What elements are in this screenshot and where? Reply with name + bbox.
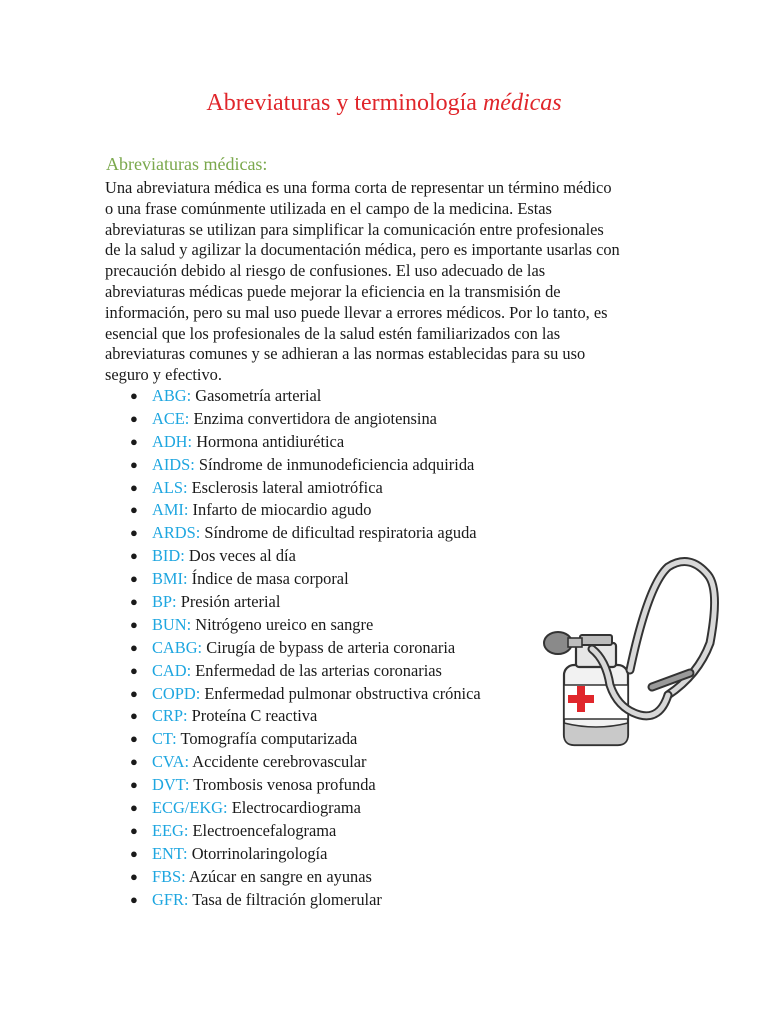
list-item — [130, 797, 481, 820]
list-item — [130, 568, 481, 591]
intro-line: abreviaturas médicas puede mejorar la eficiencia en la transmisión de — [105, 281, 561, 301]
bullet-dot-icon: ● — [130, 800, 138, 816]
bullet-dot-icon: ● — [130, 685, 138, 701]
list-item — [130, 431, 481, 454]
abbreviation-code: CABG: — [152, 637, 203, 657]
bullet-dot-icon: ● — [130, 548, 138, 564]
bullet-dot-icon: ● — [130, 571, 138, 587]
abbreviation-meaning: Enfermedad de las arterias coronarias — [195, 660, 442, 680]
abbreviation-list — [130, 385, 481, 911]
intro-line: esencial que los profesionales de la salud estén familiarizados con las — [105, 323, 561, 343]
abbreviation-meaning: Tomografía computarizada — [180, 729, 358, 749]
abbreviation-code: AMI: — [152, 500, 189, 520]
abbreviation-code: FBS: — [152, 866, 186, 886]
abbreviation-meaning: Síndrome de dificultad respiratoria aguda — [204, 523, 477, 543]
abbreviation-meaning: Electroencefalograma — [192, 820, 337, 840]
list-item — [130, 660, 481, 683]
abbreviation-code: ADH: — [152, 431, 193, 451]
abbreviation-code: ECG/EKG: — [152, 798, 228, 818]
list-item — [130, 820, 481, 843]
intro-line: precaución debido al riesgo de confusiones. El uso adecuado de las — [105, 261, 546, 281]
abbreviation-code: BID: — [152, 546, 185, 566]
bullet-dot-icon: ● — [130, 662, 138, 678]
bullet-dot-icon: ● — [130, 410, 138, 426]
list-item — [130, 774, 481, 797]
bullet-dot-icon: ● — [130, 525, 138, 541]
bullet-dot-icon: ● — [130, 822, 138, 838]
abbreviation-meaning: Presión arterial — [180, 592, 281, 612]
intro-line: seguro y efectivo. — [105, 365, 222, 385]
bullet-dot-icon: ● — [130, 708, 138, 724]
abbreviation-code: CRP: — [152, 706, 188, 726]
bullet-dot-icon: ● — [130, 456, 138, 472]
abbreviation-meaning: Síndrome de inmunodeficiencia adquirida — [198, 454, 475, 474]
list-item — [130, 866, 481, 889]
title-italic: médicas — [482, 90, 562, 116]
list-item — [130, 591, 481, 614]
abbreviation-code: BP: — [152, 592, 177, 612]
list-item — [130, 499, 481, 522]
abbreviation-meaning: Índice de masa corporal — [191, 569, 349, 589]
list-item — [130, 751, 481, 774]
abbreviation-meaning: Tasa de filtración glomerular — [192, 889, 382, 909]
intro-line: de la salud y agilizar la documentación médica, pero es importante usarlas con — [105, 240, 620, 260]
list-item — [130, 545, 481, 568]
list-item — [130, 454, 481, 477]
page-title — [0, 90, 768, 117]
bullet-dot-icon: ● — [130, 754, 138, 770]
list-item — [130, 637, 481, 660]
title-main: Abreviaturas y terminología — [206, 90, 483, 116]
bullet-dot-icon: ● — [130, 479, 138, 495]
abbreviation-code: ABG: — [152, 386, 192, 405]
abbreviation-meaning: Enfermedad pulmonar obstructiva crónica — [204, 683, 481, 703]
list-item — [130, 522, 481, 545]
abbreviation-meaning: Gasometría arterial — [195, 386, 322, 405]
abbreviation-code: CT: — [152, 729, 177, 749]
abbreviation-meaning: Hormona antidiurética — [196, 431, 345, 451]
bullet-dot-icon: ● — [130, 594, 138, 610]
bullet-dot-icon: ● — [130, 388, 138, 403]
abbreviation-meaning: Trombosis venosa profunda — [193, 775, 376, 795]
intro-line: abreviaturas se utilizan para simplificar la comunicación entre profesionales — [105, 219, 604, 239]
intro-line: información, pero su mal uso puede llevar a errores médicos. Por lo tanto, es — [105, 302, 608, 322]
abbreviation-meaning: Accidente cerebrovascular — [192, 752, 367, 772]
bullet-dot-icon: ● — [130, 777, 138, 793]
list-item — [130, 889, 481, 912]
abbreviation-code: BUN: — [152, 614, 192, 634]
bullet-dot-icon: ● — [130, 731, 138, 747]
abbreviation-code: BMI: — [152, 569, 188, 589]
abbreviation-meaning: Azúcar en sangre en ayunas — [188, 866, 372, 886]
abbreviation-meaning: Dos veces al día — [188, 546, 296, 566]
abbreviation-code: ACE: — [152, 408, 190, 428]
bullet-dot-icon: ● — [130, 502, 138, 518]
list-item — [130, 408, 481, 431]
list-item — [130, 843, 481, 866]
list-item — [130, 705, 481, 728]
list-item — [130, 477, 481, 500]
bullet-dot-icon: ● — [130, 845, 138, 861]
abbreviation-code: COPD: — [152, 683, 201, 703]
abbreviation-code: EEG: — [152, 820, 189, 840]
abbreviation-meaning: Electrocardiograma — [231, 798, 361, 818]
abbreviation-meaning: Enzima convertidora de angiotensina — [193, 408, 437, 428]
abbreviation-meaning: Nitrógeno ureico en sangre — [195, 614, 374, 634]
bullet-dot-icon: ● — [130, 891, 138, 907]
intro-paragraph — [105, 178, 665, 386]
list-item — [130, 385, 481, 408]
abbreviation-code: ENT: — [152, 843, 188, 863]
intro-line: Una abreviatura médica es una forma corta de representar un término médico — [105, 178, 612, 197]
bullet-dot-icon: ● — [130, 639, 138, 655]
abbreviation-code: DVT: — [152, 775, 190, 795]
bullet-dot-icon: ● — [130, 616, 138, 632]
list-item — [130, 614, 481, 637]
intro-line: o una frase comúnmente utilizada en el campo de la medicina. Estas — [105, 198, 552, 218]
abbreviation-code: ARDS: — [152, 523, 201, 543]
abbreviation-code: ALS: — [152, 477, 188, 497]
abbreviation-code: GFR: — [152, 889, 189, 909]
section-heading: Abreviaturas médicas: — [106, 154, 268, 174]
intro-line: abreviaturas comunes y se adhieran a las normas establecidas para su uso — [105, 344, 586, 364]
bullet-dot-icon: ● — [130, 868, 138, 884]
abbreviation-meaning: Otorrinolaringología — [191, 843, 328, 863]
bullet-dot-icon: ● — [130, 433, 138, 449]
abbreviation-meaning: Infarto de miocardio agudo — [192, 500, 372, 520]
abbreviation-meaning: Esclerosis lateral amiotrófica — [191, 477, 383, 497]
abbreviation-meaning: Cirugía de bypass de arteria coronaria — [206, 637, 456, 657]
abbreviation-code: CAD: — [152, 660, 192, 680]
list-item — [130, 683, 481, 706]
list-item — [130, 728, 481, 751]
abbreviation-meaning: Proteína C reactiva — [191, 706, 318, 726]
abbreviation-code: AIDS: — [152, 454, 195, 474]
stethoscope-illustration — [540, 545, 740, 755]
abbreviation-code: CVA: — [152, 752, 190, 772]
